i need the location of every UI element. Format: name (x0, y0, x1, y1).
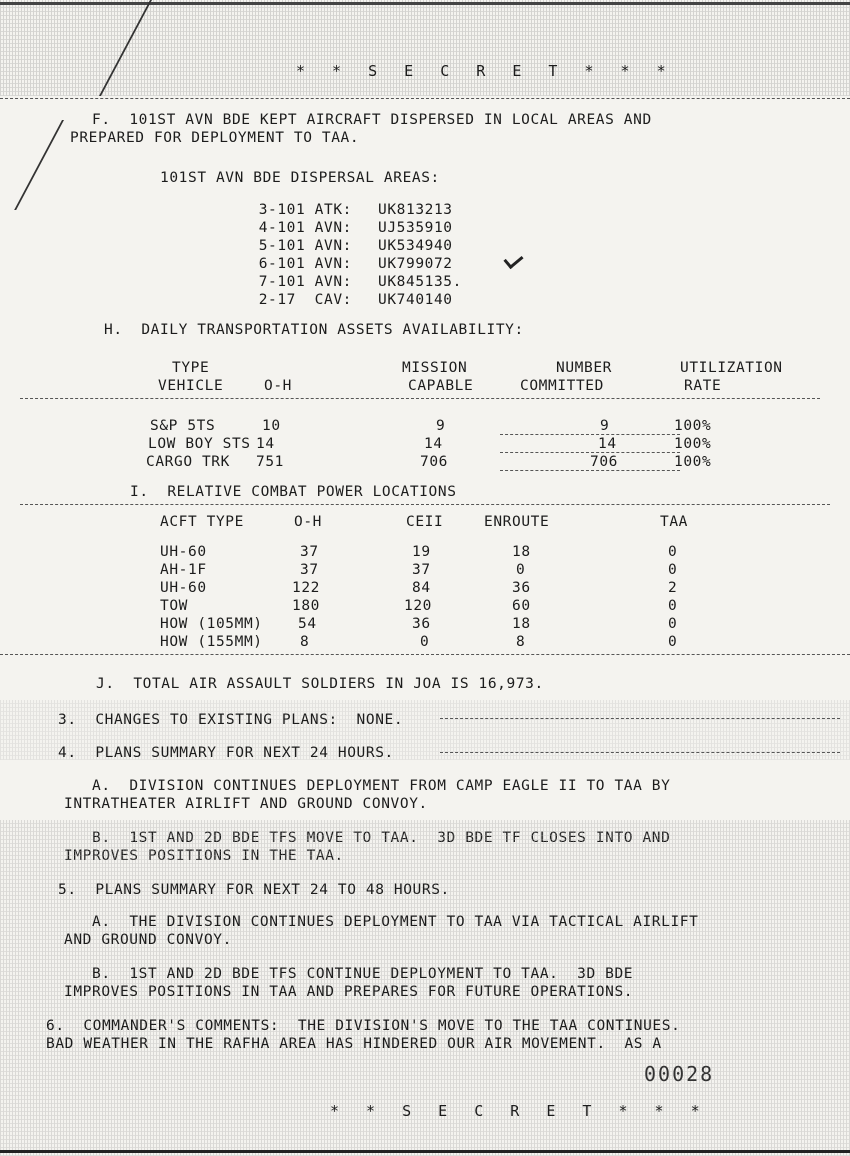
oh-cell: 751 (256, 454, 284, 470)
header-enroute: ENROUTE (484, 514, 550, 530)
section-6-line2: BAD WEATHER IN THE RAFHA AREA HAS HINDERED OUR AIR MOVEMENT. AS A (46, 1036, 662, 1052)
header-committed: COMMITTED (520, 378, 604, 394)
header-acft-type: ACFT TYPE (160, 514, 244, 530)
oh-cell: 37 (300, 562, 319, 578)
oh-cell: 180 (292, 598, 320, 614)
grid-ref: UK813213 (378, 202, 453, 218)
row-underline (500, 452, 680, 453)
unit-label: 7-101 AVN: (258, 274, 352, 290)
type-cell: TOW (160, 598, 188, 614)
type-cell: HOW (105MM) (160, 616, 263, 632)
ceii-cell: 120 (404, 598, 432, 614)
committed-cell: 706 (590, 454, 618, 470)
oh-cell: 122 (292, 580, 320, 596)
capable-cell: 14 (424, 436, 443, 452)
unit-label: 5-101 AVN: (258, 238, 352, 254)
grid-ref: UK799072 (378, 256, 453, 272)
oh-cell: 54 (298, 616, 317, 632)
ceii-cell: 36 (412, 616, 431, 632)
ceii-cell: 84 (412, 580, 431, 596)
header-utilization: UTILIZATION (680, 360, 783, 376)
unit-label: 3-101 ATK: (258, 202, 352, 218)
header-type: TYPE (172, 360, 210, 376)
section-f-line1: F. 101ST AVN BDE KEPT AIRCRAFT DISPERSED IN LOCAL AREAS AND (92, 112, 652, 128)
vehicle-cell: LOW BOY STS (148, 436, 251, 452)
oh-cell: 8 (300, 634, 310, 650)
header-oh: O-H (294, 514, 322, 530)
section-h-title: H. DAILY TRANSPORTATION ASSETS AVAILABILITY: (104, 322, 524, 338)
section-5-b-line1: B. 1ST AND 2D BDE TFS CONTINUE DEPLOYMENT TO TAA. 3D BDE (92, 966, 634, 982)
section-5-a-line2: AND GROUND CONVOY. (64, 932, 232, 948)
section-4-a-line2: INTRATHEATER AIRLIFT AND GROUND CONVOY. (64, 796, 428, 812)
row-underline (500, 434, 680, 435)
type-cell: AH-1F (160, 562, 207, 578)
unit-label: 2-17 CAV: (258, 292, 352, 308)
section-f-line2: PREPARED FOR DEPLOYMENT TO TAA. (70, 130, 360, 146)
check-mark (503, 250, 523, 269)
transport-table (0, 356, 850, 476)
ceii-cell: 37 (412, 562, 431, 578)
header-number: NUMBER (556, 360, 612, 376)
type-cell: UH-60 (160, 544, 207, 560)
margin-slash-left (14, 120, 64, 210)
vehicle-cell: CARGO TRK (146, 454, 230, 470)
section-3: 3. CHANGES TO EXISTING PLANS: NONE. (58, 712, 404, 728)
ceii-cell: 0 (420, 634, 430, 650)
enroute-cell: 60 (512, 598, 531, 614)
header-vehicle: VEHICLE (158, 378, 224, 394)
grid-ref: UK534940 (378, 238, 453, 254)
vehicle-cell: S&P 5TS (150, 418, 216, 434)
top-rule (0, 2, 850, 5)
bottom-rule (0, 1150, 850, 1153)
taa-cell: 0 (668, 598, 678, 614)
header-oh: O-H (264, 378, 292, 394)
enroute-cell: 18 (512, 544, 531, 560)
grid-ref: UK845135. (378, 274, 462, 290)
header-mission: MISSION (402, 360, 468, 376)
enroute-cell: 0 (516, 562, 526, 578)
classification-top: * * S E C R E T * * * (296, 62, 675, 80)
rate-cell: 100% (674, 454, 712, 470)
rate-cell: 100% (674, 418, 712, 434)
section-5-b-line2: IMPROVES POSITIONS IN TAA AND PREPARES FOR FUTURE OPERATIONS. (64, 984, 634, 1000)
taa-cell: 0 (668, 616, 678, 632)
section-4-title: 4. PLANS SUMMARY FOR NEXT 24 HOURS. (58, 745, 394, 761)
grid-ref: UJ535910 (378, 220, 453, 236)
ceii-cell: 19 (412, 544, 431, 560)
header-ceii: CEII (406, 514, 444, 530)
taa-cell: 2 (668, 580, 678, 596)
table-end-rule (0, 654, 850, 655)
oh-cell: 10 (262, 418, 281, 434)
section-4-rule (440, 752, 840, 753)
section-j: J. TOTAL AIR ASSAULT SOLDIERS IN JOA IS 16,973. (96, 676, 544, 692)
section-4-b-line1: B. 1ST AND 2D BDE TFS MOVE TO TAA. 3D BDE TF CLOSES INTO AND (92, 830, 671, 846)
taa-cell: 0 (668, 544, 678, 560)
section-f-subtitle: 101ST AVN BDE DISPERSAL AREAS: (160, 170, 440, 186)
grid-ref: UK740140 (378, 292, 453, 308)
type-cell: HOW (155MM) (160, 634, 263, 650)
unit-label: 6-101 AVN: (258, 256, 352, 272)
page-number: 00028 (644, 1062, 715, 1086)
row-underline (500, 470, 680, 471)
table-header-rule (20, 398, 820, 399)
committed-cell: 14 (598, 436, 617, 452)
enroute-cell: 36 (512, 580, 531, 596)
oh-cell: 37 (300, 544, 319, 560)
taa-cell: 0 (668, 634, 678, 650)
enroute-cell: 18 (512, 616, 531, 632)
rate-cell: 100% (674, 436, 712, 452)
section-3-rule (440, 718, 840, 719)
section-5-title: 5. PLANS SUMMARY FOR NEXT 24 TO 48 HOURS. (58, 882, 450, 898)
oh-cell: 14 (256, 436, 275, 452)
header-taa: TAA (660, 514, 688, 530)
section-4-a-line1: A. DIVISION CONTINUES DEPLOYMENT FROM CAMP EAGLE II TO TAA BY (92, 778, 671, 794)
header-dash (0, 98, 850, 99)
section-i-rule (20, 504, 830, 505)
section-6-line1: 6. COMMANDER'S COMMENTS: THE DIVISION'S MOVE TO THE TAA CONTINUES. (46, 1018, 681, 1034)
section-i-title: I. RELATIVE COMBAT POWER LOCATIONS (130, 484, 457, 500)
section-4-b-line2: IMPROVES POSITIONS IN THE TAA. (64, 848, 344, 864)
section-5-a-line1: A. THE DIVISION CONTINUES DEPLOYMENT TO TAA VIA TACTICAL AIRLIFT (92, 914, 699, 930)
scan-noise-top (0, 0, 850, 96)
type-cell: UH-60 (160, 580, 207, 596)
capable-cell: 706 (420, 454, 448, 470)
unit-label: 4-101 AVN: (258, 220, 352, 236)
taa-cell: 0 (668, 562, 678, 578)
enroute-cell: 8 (516, 634, 526, 650)
header-rate: RATE (684, 378, 722, 394)
capable-cell: 9 (436, 418, 446, 434)
header-capable: CAPABLE (408, 378, 474, 394)
committed-cell: 9 (600, 418, 610, 434)
classification-bottom: * * S E C R E T * * * (330, 1102, 709, 1120)
combat-power-table (0, 514, 850, 660)
